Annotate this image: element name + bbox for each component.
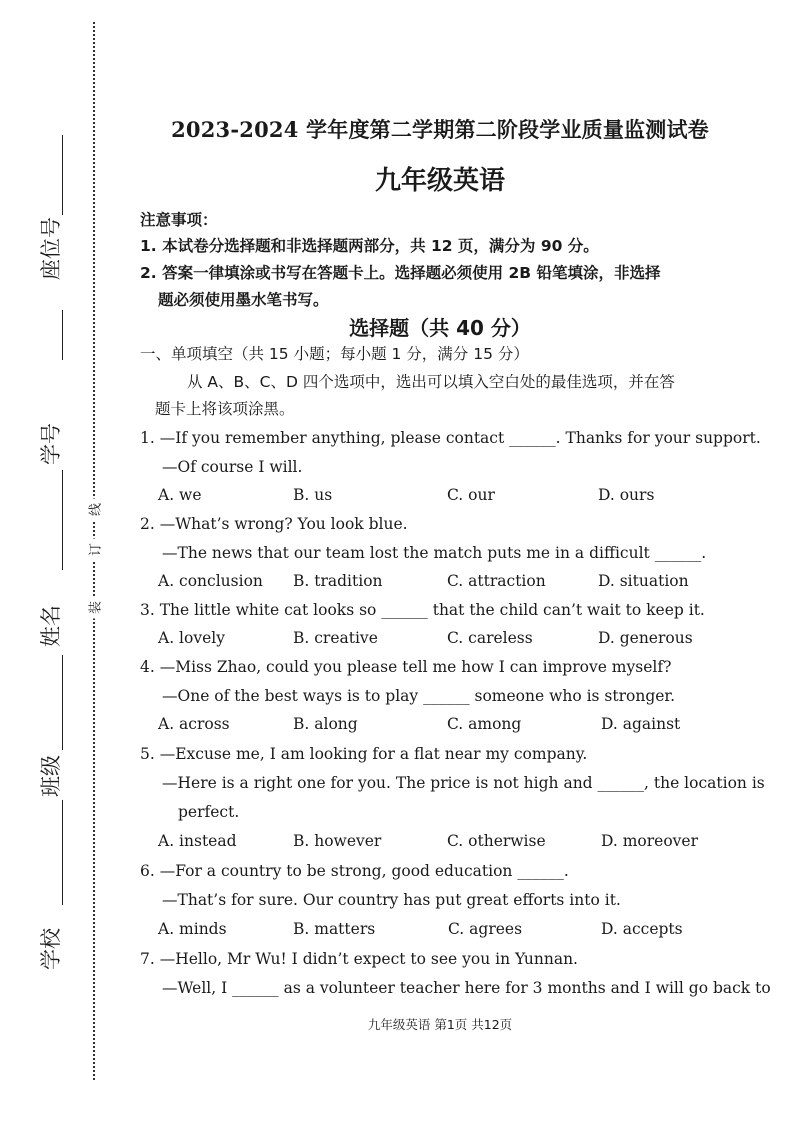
- question-2-stem: 2. —What’s wrong? You look blue.: [140, 515, 408, 533]
- question-7-reply: —Well, I ______ as a volunteer teacher here for 3 months and I will go back to: [162, 979, 771, 997]
- exam-title: 2023-2024 学年度第二学期第二阶段学业质量监测试卷: [171, 117, 709, 142]
- id-line-upper: [62, 310, 63, 360]
- name-label: 姓名: [39, 605, 63, 647]
- notes-item-2-line-1: 2. 答案一律填涂或书写在答题卡上。选择题必须使用 2B 铅笔填涂，非选择: [140, 264, 661, 282]
- question-6-reply: —That’s for sure. Our country has put great efforts into it.: [162, 891, 621, 909]
- notes-heading: 注意事项：: [140, 211, 218, 229]
- notes-item-2-line-2: 题必须使用墨水笔书写。: [158, 291, 329, 309]
- name-field: [62, 655, 63, 750]
- section-title: 选择题（共 40 分）: [349, 316, 531, 340]
- q4-option-d: D. against: [601, 715, 681, 733]
- question-6-stem: 6. —For a country to be strong, good education ______.: [140, 862, 569, 880]
- question-4-reply: —One of the best ways is to play ______ someone who is stronger.: [162, 687, 676, 705]
- question-7-stem: 7. —Hello, Mr Wu! I didn’t expect to see you in Yunnan.: [140, 950, 578, 968]
- question-3-stem: 3. The little white cat looks so ______ that the child can’t wait to keep it.: [140, 601, 705, 619]
- question-1-stem: 1. —If you remember anything, please contact ______. Thanks for your support.: [140, 429, 761, 447]
- q6-option-d: D. accepts: [601, 920, 683, 938]
- school-label: 学校: [39, 928, 63, 970]
- question-2-reply: —The news that our team lost the match puts me in a difficult ______.: [162, 544, 707, 562]
- q2-option-d: D. situation: [598, 572, 689, 590]
- q1-option-a: A. we: [158, 486, 202, 504]
- q4-option-a: A. across: [158, 715, 230, 733]
- q2-option-c: C. attraction: [447, 572, 546, 590]
- seat-number-field: [62, 135, 63, 215]
- question-4-stem: 4. —Miss Zhao, could you please tell me how I can improve myself?: [140, 658, 672, 676]
- question-5-stem: 5. —Excuse me, I am looking for a flat near my company.: [140, 745, 588, 763]
- q4-option-b: B. along: [293, 715, 358, 733]
- q3-option-b: B. creative: [293, 629, 378, 647]
- q1-option-b: B. us: [293, 486, 333, 504]
- page-footer: 九年级英语 第1页 共12页: [367, 1017, 513, 1032]
- q3-option-c: C. careless: [447, 629, 533, 647]
- exam-subtitle: 九年级英语: [374, 166, 505, 196]
- q1-option-d: D. ours: [598, 486, 655, 504]
- q6-option-a: A. minds: [158, 920, 227, 938]
- instruction-line-1: 从 A、B、C、D 四个选项中，选出可以填入空白处的最佳选项，并在答: [187, 373, 675, 391]
- q6-option-b: B. matters: [293, 920, 376, 938]
- q2-option-a: A. conclusion: [158, 572, 263, 590]
- q1-option-c: C. our: [447, 486, 495, 504]
- student-id-field: [62, 470, 63, 570]
- q3-option-a: A. lovely: [158, 629, 225, 647]
- student-id-label: 学号: [39, 423, 63, 465]
- q2-option-b: B. tradition: [293, 572, 383, 590]
- binding-margin: [0, 0, 110, 1122]
- q5-option-c: C. otherwise: [447, 832, 546, 850]
- seat-number-label: 座位号: [39, 217, 63, 280]
- part-title: 一、单项填空（共 15 小题；每小题 1 分，满分 15 分）: [140, 345, 529, 363]
- class-label: 班级: [39, 755, 63, 797]
- q4-option-c: C. among: [447, 715, 522, 733]
- seal-zhuang: 装: [85, 597, 104, 619]
- question-1-reply: —Of course I will.: [162, 458, 303, 476]
- instruction-line-2: 题卡上将该项涂黑。: [155, 400, 295, 418]
- seal-xian: 线: [85, 499, 104, 521]
- seal-ding: 订: [85, 539, 104, 561]
- question-5-reply-cont: perfect.: [178, 803, 240, 821]
- q5-option-a: A. instead: [158, 832, 237, 850]
- q6-option-c: C. agrees: [448, 920, 523, 938]
- class-field: [62, 800, 63, 905]
- question-5-reply: —Here is a right one for you. The price is not high and ______, the location is: [162, 774, 765, 792]
- notes-item-1: 1. 本试卷分选择题和非选择题两部分，共 12 页，满分为 90 分。: [140, 237, 599, 255]
- q3-option-d: D. generous: [598, 629, 693, 647]
- q5-option-d: D. moreover: [601, 832, 699, 850]
- q5-option-b: B. however: [293, 832, 382, 850]
